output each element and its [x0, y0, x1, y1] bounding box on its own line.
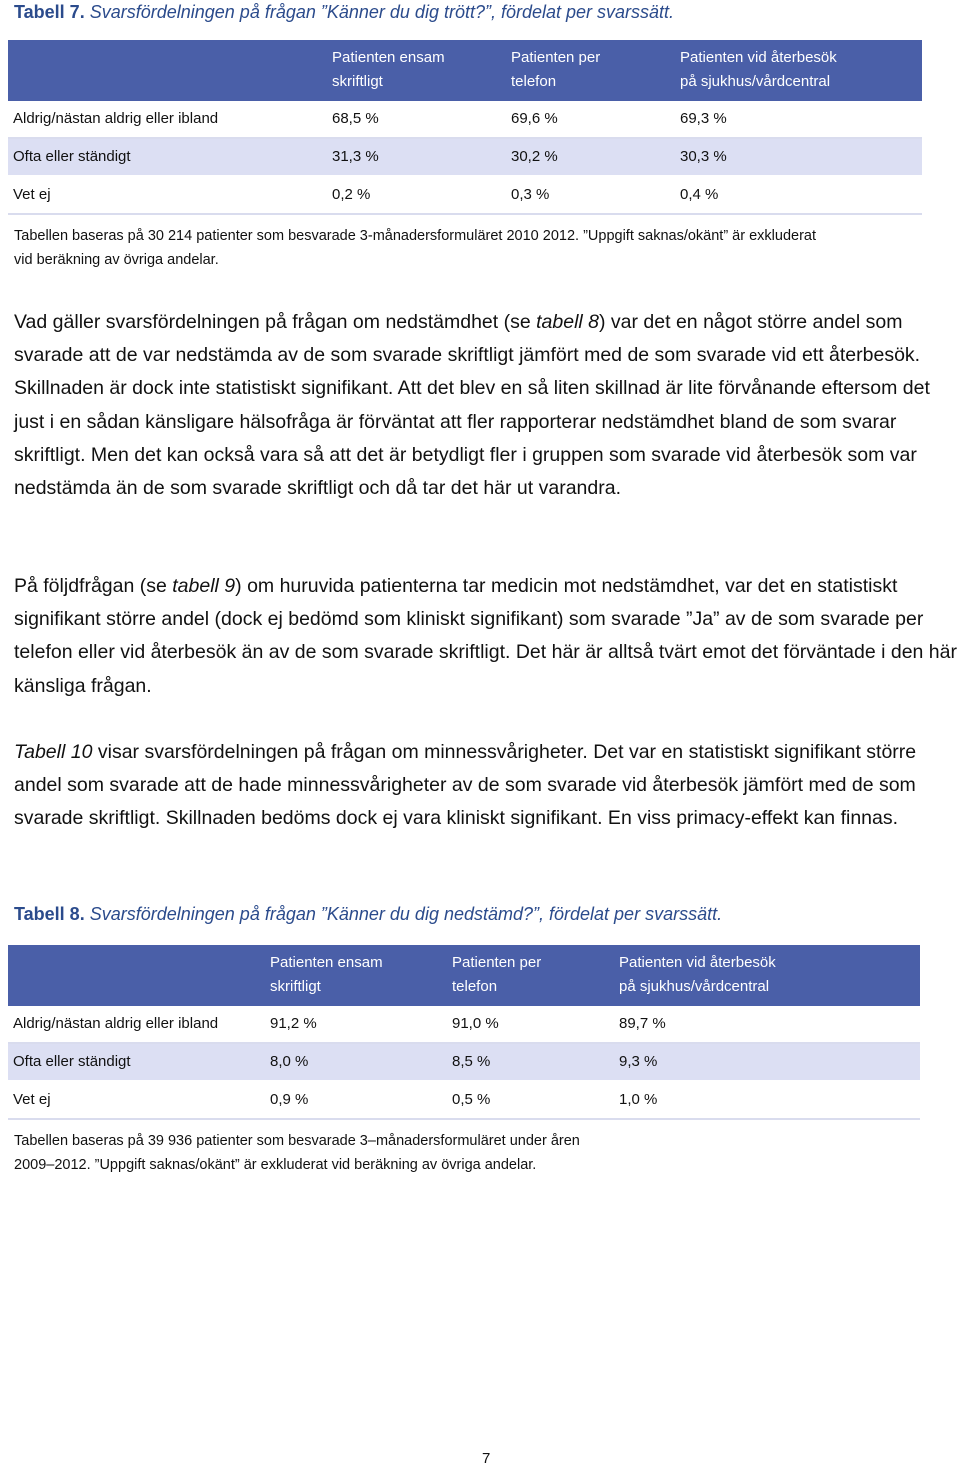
table7-header-col3-line1: Patienten vid återbesök [680, 49, 837, 66]
paragraph-1-table-ref: tabell 8 [536, 311, 600, 333]
table7-header-col1-line2: skriftligt [332, 73, 383, 90]
cell-value: 30,2 % [511, 148, 558, 165]
table7-caption [14, 2, 674, 23]
cell-value: 1,0 % [619, 1091, 658, 1108]
table8-note-line2: 2009–2012. ”Uppgift saknas/okänt” är exkluderat vid beräkning av övriga andelar. [14, 1157, 537, 1173]
cell-value: 8,0 % [270, 1053, 309, 1070]
paragraph-3-table-ref: Tabell 10 [14, 741, 93, 763]
table8-caption-text: Svarsfördelningen på frågan ”Känner du dig nedstämd?”, fördelat per svarssätt. [89, 904, 723, 924]
table-row [8, 1044, 920, 1082]
table-row [8, 139, 922, 177]
row-label: Ofta eller ständigt [13, 1053, 131, 1070]
page-number: 7 [482, 1450, 491, 1467]
paragraph-2-table-ref: tabell 9 [172, 575, 236, 597]
table7-note-line2: vid beräkning av övriga andelar. [14, 252, 219, 268]
table8-header-col3-line1: Patienten vid återbesök [619, 954, 776, 971]
table8-caption-label: Tabell 8. [14, 904, 85, 924]
table8-header-col1 [270, 951, 383, 999]
table-row [8, 101, 922, 139]
table8-note [14, 1129, 929, 1177]
table8-header-col2-line1: Patienten per [452, 954, 542, 971]
row-label: Vet ej [13, 186, 51, 203]
table7-header [8, 40, 922, 101]
table7-caption-label: Tabell 7. [14, 2, 85, 22]
table8-header-col1-line1: Patienten ensam [270, 954, 383, 971]
table7-header-col2-line2: telefon [511, 73, 557, 90]
table8-header [8, 945, 920, 1006]
cell-value: 30,3 % [680, 148, 727, 165]
cell-value: 31,3 % [332, 148, 379, 165]
table7-header-col1 [332, 46, 445, 94]
table-row [8, 177, 922, 215]
cell-value: 0,5 % [452, 1091, 491, 1108]
table8 [8, 945, 920, 1120]
row-label: Aldrig/nästan aldrig eller ibland [13, 110, 219, 127]
paragraph-3-text: visar svarsfördelningen på frågan om minnessvårigheter. Det var en statistiskt signifikant större andel som svarade att de hade minnessvårigheter av de som svarade vid återbesök jämfört med de som svarade skriftligt. Skillnaden bedöms dock ej vara kliniskt signifikant. En viss primacy-effekt kan finnas. [14, 741, 917, 830]
table8-header-col3 [619, 951, 776, 999]
table7-header-col2-line1: Patienten per [511, 49, 601, 66]
table7 [8, 40, 922, 215]
paragraph-2-text-b: ) om huruvida patienterna tar medicin mot nedstämdhet, var det en statistiskt signifikant större andel (dock ej bedömd som kliniskt signifikant) som svarade ”Ja” av de som svarade per telefon eller vid återbesök än av de som svarade skriftligt. Det här är alltså tvärt emot det förväntade i den här känsliga frågan. [14, 575, 957, 697]
cell-value: 89,7 % [619, 1015, 666, 1032]
cell-value: 0,2 % [332, 186, 371, 203]
table-row [8, 1006, 920, 1044]
row-label: Aldrig/nästan aldrig eller ibland [13, 1015, 219, 1032]
cell-value: 0,4 % [680, 186, 719, 203]
table7-header-col2 [511, 46, 600, 94]
table7-note-line1: Tabellen baseras på 30 214 patienter som besvarade 3-månadersformuläret 2010 2012. ”Uppgift saknas/okänt” är exkluderat [14, 228, 817, 244]
cell-value: 8,5 % [452, 1053, 491, 1070]
row-label: Ofta eller ständigt [13, 148, 131, 165]
table7-header-col3-line2: på sjukhus/vårdcentral [680, 73, 831, 90]
cell-value: 91,2 % [270, 1015, 317, 1032]
table8-header-col1-line2: skriftligt [270, 978, 321, 995]
table7-header-col3 [680, 46, 837, 94]
table7-header-col1-line1: Patienten ensam [332, 49, 445, 66]
cell-value: 69,3 % [680, 110, 727, 127]
paragraph-2-text-a: På följdfrågan (se [14, 575, 173, 597]
cell-value: 0,3 % [511, 186, 550, 203]
paragraph-1 [14, 306, 959, 505]
cell-value: 9,3 % [619, 1053, 658, 1070]
cell-value: 0,9 % [270, 1091, 309, 1108]
table8-header-col2-line2: telefon [452, 978, 498, 995]
table8-header-col2 [452, 951, 541, 999]
cell-value: 69,6 % [511, 110, 558, 127]
row-label: Vet ej [13, 1091, 51, 1108]
cell-value: 91,0 % [452, 1015, 499, 1032]
table8-header-col3-line2: på sjukhus/vårdcentral [619, 978, 770, 995]
table8-caption [14, 904, 722, 925]
table-row [8, 1082, 920, 1120]
table7-caption-text: Svarsfördelningen på frågan ”Känner du dig trött?”, fördelat per svarssätt. [89, 2, 675, 22]
paragraph-3 [14, 736, 959, 836]
paragraph-1-text-b: ) var det en något större andel som svarade att de var nedstämda av de som svarade skriftligt jämfört med de som svarade vid ett återbesök. Skillnaden är dock inte statistiskt signifikant. Att det blev en så liten skillnad är lite förvånande eftersom det just i en sådan känsligare hälsofråga är förväntat att fler rapporterar nedstämdhet bland de som svarar skriftligt. Men det kan också vara så att det är betydligt fler i gruppen som svarade vid återbesök som var nedstämda än de som svarade skriftligt och då tar det här ut varandra. [14, 311, 930, 500]
paragraph-1-text-a: Vad gäller svarsfördelningen på frågan om nedstämdhet (se [14, 311, 537, 333]
table7-note [14, 224, 929, 272]
paragraph-2 [14, 570, 959, 703]
cell-value: 68,5 % [332, 110, 379, 127]
table8-note-line1: Tabellen baseras på 39 936 patienter som besvarade 3–månadersformuläret under åren [14, 1133, 580, 1149]
